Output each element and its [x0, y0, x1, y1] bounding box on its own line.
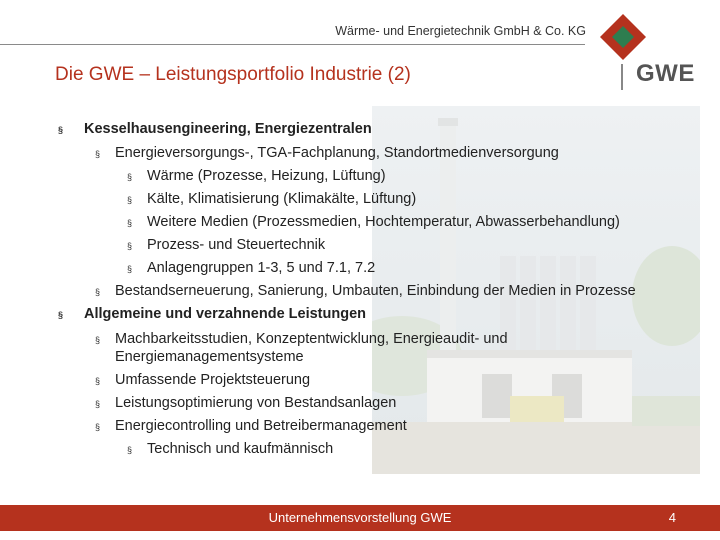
bullet-icon: § [95, 399, 101, 409]
list-item: § Allgemeine und verzahnende Leistungen [58, 306, 366, 322]
gwe-logo-icon [600, 14, 646, 60]
gwe-logo-text: GWE [636, 60, 695, 87]
bullet-icon: § [58, 310, 64, 320]
list-item: § Kesselhausengineering, Energiezentralen [58, 121, 372, 137]
logo-divider [621, 64, 623, 90]
bullet-icon: § [95, 149, 101, 159]
header-divider [0, 44, 585, 45]
list-item: § Energieversorgungs-, TGA-Fachplanung, Standortmedienversorgung [95, 145, 559, 161]
bullet-icon: § [127, 195, 133, 205]
bullet-icon: § [127, 445, 133, 455]
list-item: § Energiecontrolling und Betreibermanagement [95, 418, 407, 434]
slide-title: Die GWE – Leistungsportfolio Industrie (2) [55, 64, 411, 85]
list-item: § Machbarkeitsstudien, Konzeptentwicklung, Energieaudit- und [95, 331, 508, 347]
page-number: 4 [668, 510, 676, 525]
bullet-icon: § [127, 264, 133, 274]
bullet-icon: § [127, 172, 133, 182]
list-item: § Bestandserneuerung, Sanierung, Umbauten, Einbindung der Medien in Prozesse [95, 283, 636, 299]
list-item: § Technisch und kaufmännisch [127, 441, 334, 457]
bullet-icon: § [95, 422, 101, 432]
list-item-continuation: Energiemanagementsysteme [115, 349, 304, 365]
bullet-icon: § [127, 218, 133, 228]
list-item: § Kälte, Klimatisierung (Klimakälte, Lüftung) [127, 191, 417, 207]
footer-text: Unternehmensvorstellung GWE [268, 510, 452, 525]
list-item: § Wärme (Prozesse, Heizung, Lüftung) [127, 168, 386, 184]
bullet-icon: § [95, 287, 101, 297]
list-item: § Prozess- und Steuertechnik [127, 237, 326, 253]
list-item: § Weitere Medien (Prozessmedien, Hochtemperatur, Abwasserbehandlung) [127, 214, 620, 230]
bullet-icon: § [95, 376, 101, 386]
list-item: § Umfassende Projektsteuerung [95, 372, 311, 388]
bullet-icon: § [58, 125, 64, 135]
list-item: § Anlagengruppen 1-3, 5 und 7.1, 7.2 [127, 260, 376, 276]
company-name: Wärme- und Energietechnik GmbH & Co. KG [335, 24, 586, 38]
bullet-icon: § [127, 241, 133, 251]
bullet-icon: § [95, 335, 101, 345]
list-item: § Leistungsoptimierung von Bestandsanlagen [95, 395, 397, 411]
